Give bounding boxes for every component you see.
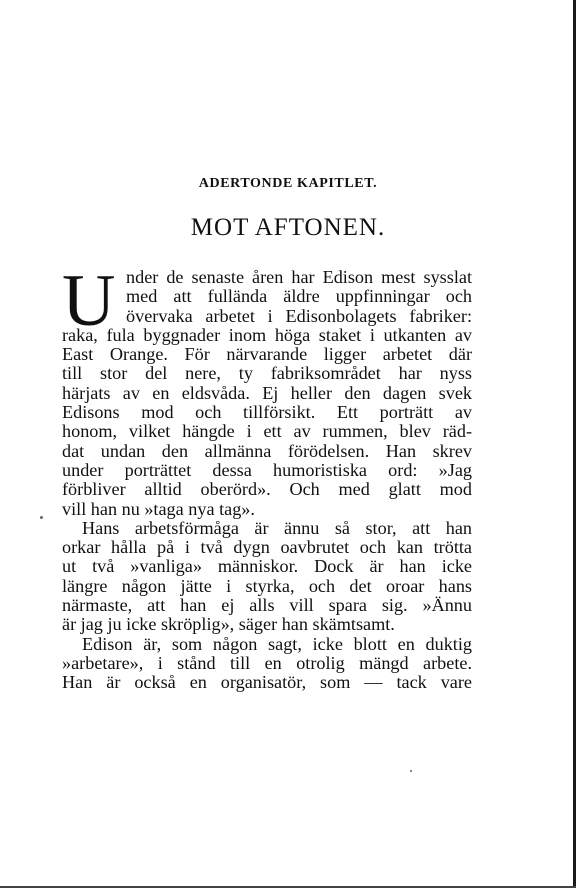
text-line: övervaka arbetet i Edisonbolagets fabriker: [126,305,472,326]
text-line: East Orange. För närvarande ligger arbetet där [62,344,472,365]
body-text [62,260,472,693]
text-line: honom, vilket hängde i ett av rummen, blev räd- [62,421,472,442]
ink-speck [40,516,43,519]
drop-cap: U [62,260,116,342]
text-line: ut två »vanliga» människor. Dock är han icke [62,556,472,577]
text-line: härjats av en eldsvåda. Ej heller den dagen svek [62,382,472,403]
text-line: närmaste, att han ej alls vill spara sig. »Ännu [62,595,472,616]
text-line: förbliver alltid oberörd». Och med glatt mod [62,479,472,500]
text-line: dat undan den allmänna förödelsen. Han skrev [62,440,472,461]
text-line: raka, fula byggnader inom höga staket i utkanten av [62,324,472,345]
text-line: nder de senaste åren har Edison mest sysslat [126,267,472,287]
text-line: Han är också en organisatör, som — tack vare [62,672,472,693]
chapter-title: MOT AFTONEN. [190,214,386,241]
text-line: är jag ju icke skröplig», säger han skämtsamt. [62,614,395,635]
chapter-heading: ADERTONDE KAPITLET. [198,176,378,191]
text-line: med att fullända äldre uppfinningar och [126,286,472,307]
ink-speck [410,770,412,772]
text-line: Hans arbetsförmåga är ännu så stor, att han [82,517,472,538]
text-line: under porträttet dessa humoristiska ord: »Jag [62,459,472,480]
text-line: Edison är, som någon sagt, icke blott en duktig [82,633,472,654]
text-line: vill han nu »taga nya tag». [62,498,255,519]
text-line: Edisons mod och tillförsikt. Ett porträtt av [62,402,472,423]
text-line: »arbetare», i stånd till en otrolig mängd arbete. [62,652,472,673]
text-line: längre någon jätte i styrka, och det oroar hans [62,575,472,596]
text-line: orkar hålla på i två dygn oavbrutet och kan trötta [62,537,472,558]
text-line: till stor del nere, ty fabriksområdet har nyss [62,363,472,384]
